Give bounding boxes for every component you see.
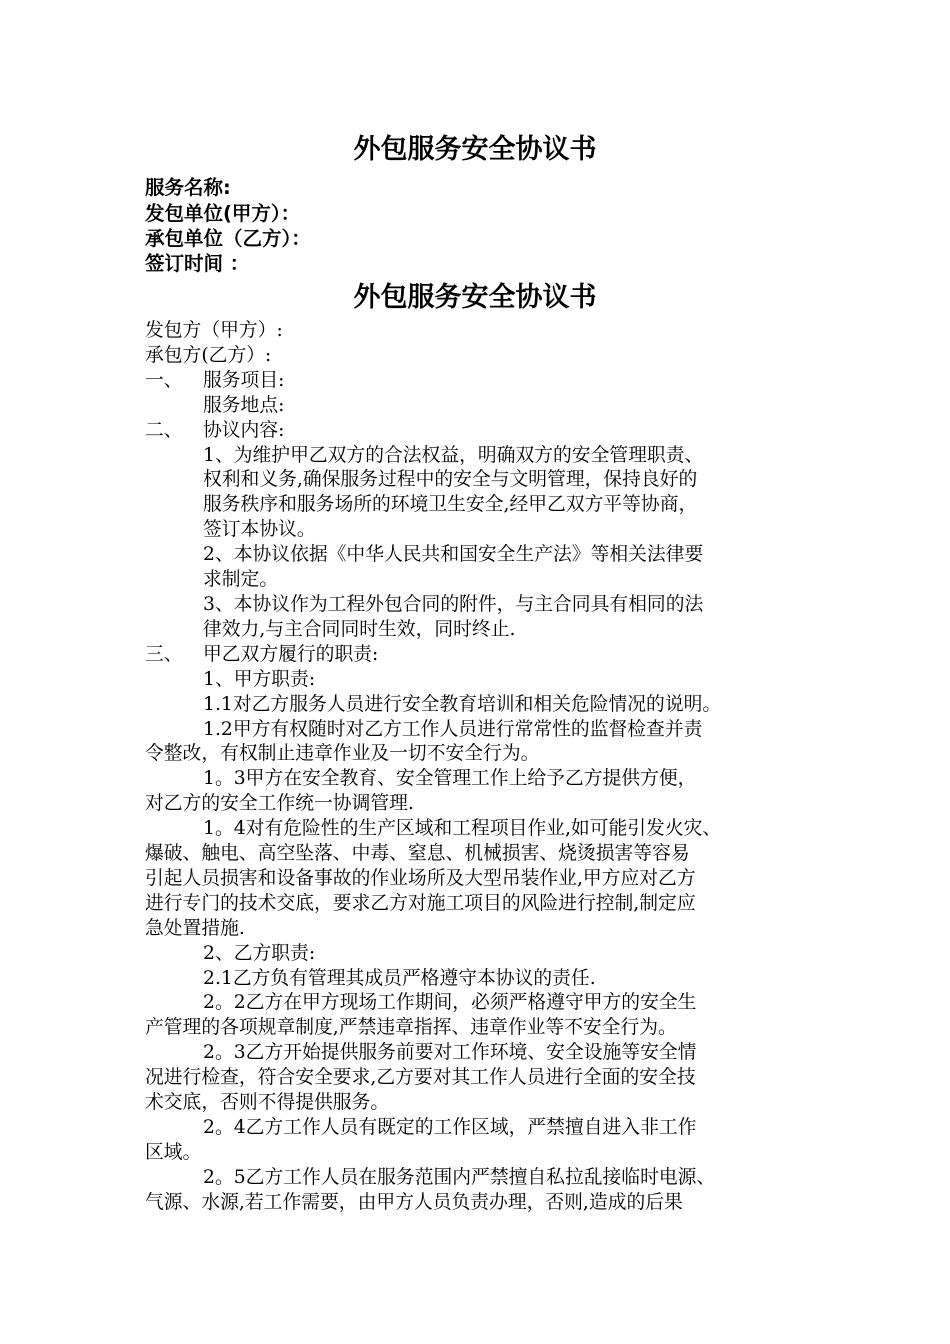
clause-2-2 [145,543,825,593]
party-a-duties-heading: 1、甲方职责: [203,668,316,690]
duty-a-1-4 [145,817,825,942]
section-1-number: 一、 [145,369,183,391]
text-line: 1。3甲方在安全教育、安全管理工作上给予乙方提供方便， [203,768,697,790]
duty-b-2-3 [145,1041,825,1116]
text-line: 术交底，否则不得提供服务。 [145,1092,390,1114]
party-a-line: 发包方（甲方）: [145,320,283,341]
service-location-label: 服务地点: [203,394,285,416]
text-line: 2、本协议依据《中华人民共和国安全生产法》等相关法律要 [203,544,704,566]
text-line: 对乙方的安全工作统一协调管理. [145,793,414,815]
text-line: 签订本协议。 [203,519,316,541]
party-b-unit-label: 承包单位（乙方）： [145,227,311,250]
text-line: 气源、水源,若工作需要，由甲方人员负责办理，否则,造成的后果 [145,1191,683,1213]
text-line: 2。3乙方开始提供服务前要对工作环境、安全设施等安全情 [203,1042,697,1064]
section-3-number: 三、 [145,643,183,665]
section-3-title: 甲乙双方履行的职责: [203,643,379,665]
text-line: 进行专门的技术交底，要求乙方对施工项目的风险进行控制,制定应 [145,892,696,914]
text-line: 爆破、触电、高空坠落、中毒、窒息、机械损害、烧烫损害等容易 [145,843,690,865]
section-1-heading [145,369,825,394]
text-line: 区域。 [145,1141,202,1163]
duty-a-1-3 [145,767,825,817]
party-b-duties-heading: 2、乙方职责: [203,942,316,964]
text-line: 3、本协议作为工程外包合同的附件，与主合同具有相同的法 [203,593,704,615]
section-2-number: 二、 [145,419,183,441]
text-line: 1。4对有危险性的生产区域和工程项目作业,如可能引发火灾、 [203,818,722,840]
service-name-label: 服务名称: [145,176,231,199]
duty-b-2-1: 2.1乙方负有管理其成员严格遵守本协议的责任. [203,967,596,989]
text-line: 权利和义务,确保服务过程中的安全与文明管理，保持良好的 [203,469,698,491]
agreement-title: 外包服务安全协议书 [353,282,597,313]
section-2-title: 协议内容: [203,419,285,441]
text-line: 服务秩序和服务场所的环境卫生安全,经甲乙双方平等协商， [203,494,698,516]
section-3-heading [145,643,825,668]
duty-b-2-4 [145,1116,825,1166]
text-line: 急处置措施. [145,917,245,939]
cover-title: 外包服务安全协议书 [353,134,597,165]
clause-2-1 [145,444,825,544]
text-line: 1、为维护甲乙双方的合法权益，明确双方的安全管理职责、 [203,444,704,466]
text-line: 令整改，有权制止违章作业及一切不安全行为。 [145,743,540,765]
duty-a-1-2 [145,718,825,768]
party-a-unit-label: 发包单位(甲方）： [145,202,301,225]
text-line: 2。2乙方在甲方现场工作期间，必须严格遵守甲方的安全生 [203,992,697,1014]
agreement-body [145,319,825,1216]
section-2-heading [145,419,825,444]
text-line: 况进行检查，符合安全要求,乙方要对其工作人员进行全面的安全技 [145,1067,696,1089]
party-b-line: 承包方(乙方）: [145,344,272,366]
text-line: 引起人员损害和设备事故的作业场所及大型吊装作业,甲方应对乙方 [145,867,696,889]
sign-time-label: 签订时间 ： [145,252,250,275]
text-line: 产管理的各项规章制度,严禁违章指挥、违章作业等不安全行为。 [145,1017,677,1039]
text-line: 2。4乙方工作人员有既定的工作区域，严禁擅自进入非工作 [203,1117,697,1138]
text-line: 2。5乙方工作人员在服务范围内严禁擅自私拉乱接临时电源、 [203,1166,716,1188]
duty-b-2-2 [145,991,825,1041]
duty-b-2-5 [145,1166,825,1216]
text-line: 1.2甲方有权随时对乙方工作人员进行常常性的监督检查并责 [203,718,703,740]
text-line: 求制定。 [203,569,279,591]
service-item-label: 服务项目: [203,369,285,391]
duty-a-1-1: 1.1对乙方服务人员进行安全教育培训和相关危险情况的说明。 [203,693,722,715]
clause-2-3 [145,593,825,643]
text-line: 律效力,与主合同同时生效，同时终止. [203,618,516,640]
